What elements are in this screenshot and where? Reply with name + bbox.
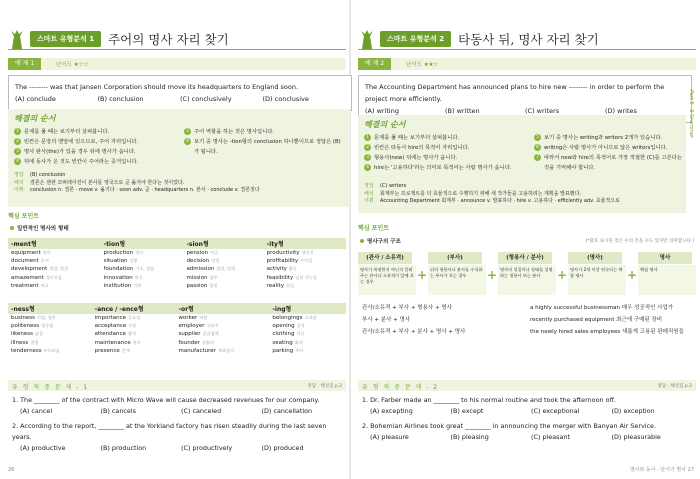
word-english: importance	[94, 315, 127, 322]
section-tag: 스마트 유형분석 2	[380, 31, 451, 47]
strategy-step: 6 writing은 사람 명사가 아니므로 답은 writers입니다.	[534, 143, 667, 153]
table-header: -ing형	[269, 303, 346, 314]
word-korean: 상황	[129, 258, 138, 264]
table-row	[8, 322, 346, 330]
table-cell	[101, 265, 184, 273]
word-english: passion	[186, 282, 208, 289]
point-title: 핵심 포인트	[358, 225, 390, 232]
word-english: worker	[178, 315, 198, 322]
point-title: 핵심 포인트	[8, 213, 40, 220]
table-cell	[175, 322, 269, 330]
table-cell	[101, 274, 184, 282]
word-english: presence	[94, 347, 120, 354]
example-bar	[358, 58, 696, 70]
point-subtitle: 명사구의 구조	[360, 237, 401, 245]
example-bar	[8, 58, 346, 70]
word-english: document	[11, 258, 39, 265]
word-english: equipment	[11, 250, 41, 257]
table-cell	[175, 339, 269, 347]
word-english: development	[11, 266, 48, 273]
option: (D) conclusive	[262, 95, 309, 103]
table-cell	[8, 314, 92, 322]
formula-desc: 명사가 2개 이상 연속되는 복합 명사	[568, 265, 626, 295]
word-korean: 공급업체	[202, 331, 219, 337]
strategy-step: 2 빈칸은 타동사 hire의 목적어 자리입니다.	[364, 143, 469, 153]
strategy-step: 3 형용사(new) 뒤에는 명사가 옵니다.	[364, 153, 457, 163]
answer-value: (B) conclusion	[30, 172, 66, 178]
word-english: supplier	[178, 331, 201, 338]
table-cell	[183, 257, 263, 265]
word-korean: 공석	[296, 323, 305, 329]
word-korean: 열정	[209, 282, 218, 288]
table-cell	[8, 274, 101, 282]
table-cell	[264, 257, 346, 265]
word-korean: 문서	[40, 258, 49, 264]
word-korean: 좌석	[294, 339, 303, 345]
word-korean: 사업, 업무	[36, 315, 56, 321]
word-english: seating	[272, 339, 293, 346]
header-rule	[8, 49, 346, 50]
table-cell	[175, 314, 269, 322]
table-cell	[264, 282, 346, 290]
word-korean: 부드러움	[43, 347, 60, 353]
word-english: mission	[186, 274, 208, 281]
word-korean: 중요성	[128, 315, 141, 321]
word-english: decision	[186, 258, 210, 265]
page-fold	[349, 0, 351, 479]
word-english: production	[103, 250, 134, 257]
section-title: 주어의 명사 자리 찾기	[108, 32, 229, 47]
word-korean: 고용주	[206, 323, 219, 329]
practice-question: 1. The ________ of the contract with Micro Wave will cause decreased revenues for our company. (A) cancel (B) cancels (C) canceled (D) cancellation	[12, 396, 320, 415]
practice-ref: 정답 · 해설집 p.2	[307, 383, 342, 389]
word-korean: 설립자	[201, 339, 215, 345]
plus-icon: +	[417, 268, 428, 282]
word-english: admission	[186, 266, 215, 273]
word-english: belongings	[272, 315, 303, 322]
option: (D) writes	[605, 107, 637, 115]
word-english: pension	[186, 250, 209, 257]
word-english: profitability	[266, 258, 299, 265]
page-number: 26	[8, 467, 15, 473]
vocabulary: Accounting Department 회계부 · announce v. 발표하다 · hire v. 고용하다 · efficiently adv. 효율적으로	[380, 198, 621, 204]
table-cell	[183, 265, 263, 273]
frog-mascot-icon	[358, 28, 376, 50]
word-korean: 활동	[288, 266, 298, 272]
table-cell	[183, 249, 263, 257]
point-note: (*괄호 표시된 것은 수의 것을 수도 있지만 의미합니다.)	[585, 239, 694, 244]
word-english: likeness	[11, 331, 34, 338]
part-label: Part 5 · 6 Grammar	[688, 90, 694, 139]
formula-example-row: 관사/소유격 + 부사 + 분사 + 명사 + 명사 the newly hired sales employees 새롭게 고용된 판매직원들	[362, 329, 684, 335]
table-row	[8, 257, 346, 265]
option: (A) conclude	[15, 95, 56, 103]
word-english: productivity	[266, 250, 300, 257]
formula-desc: 뒤의 형용사나 분사를 수식하는 부사가 오는 경우	[428, 265, 486, 295]
table-cell	[8, 330, 92, 338]
formula-desc: 명사가 특정한지 아닌지 알려주는 관사나 소유격이 앞에 오는 경우	[358, 265, 416, 295]
table-row	[8, 265, 346, 273]
word-english: reality	[266, 282, 285, 289]
word-english: activity	[266, 266, 287, 273]
table-cell	[175, 330, 269, 338]
word-english: politeness	[11, 323, 40, 330]
noun-phrase-formula	[358, 252, 696, 298]
practice-header	[8, 380, 346, 391]
word-korean: 닮음	[35, 331, 44, 337]
word-korean: 혁신	[134, 274, 143, 280]
strategy-step: 4 hire는 '고용하다'라는 의미로 목적어는 사람 명사가 옵니다.	[364, 163, 529, 173]
option: (A) writing	[365, 107, 399, 115]
formula-box: (명사)	[568, 252, 622, 264]
word-korean: 주차	[295, 347, 304, 353]
word-korean: 정중함	[41, 323, 54, 329]
word-english: attendance	[94, 331, 126, 338]
table-row	[8, 274, 346, 282]
header-rule	[358, 49, 696, 50]
table-cell	[269, 330, 346, 338]
plus-icon: +	[487, 268, 498, 282]
right-page	[358, 0, 698, 479]
table-cell	[8, 347, 92, 355]
word-korean: 장비	[42, 250, 51, 256]
table-cell	[264, 274, 346, 282]
word-english: tenderness	[11, 347, 42, 354]
word-english: parking	[272, 347, 294, 354]
table-cell	[269, 322, 346, 330]
word-korean: 수익성	[300, 258, 313, 264]
table-cell	[8, 282, 101, 290]
table-header: -ance / -ence형	[92, 303, 176, 314]
word-korean: 직원	[199, 315, 208, 321]
table-cell	[264, 265, 346, 273]
formula-example-row: 관사/소유격 + 부사 + 형용사 + 명사 a highly successful businessman 매우 성공적인 사업가	[362, 305, 674, 311]
word-korean: 제조업자	[217, 347, 235, 353]
strategy-step: 5 보기 중 명사는 writing과 writers 2개가 있습니다.	[534, 133, 662, 143]
formula-box: (형용사 / 분사)	[498, 252, 552, 264]
table-header: -ness형	[8, 303, 92, 314]
word-korean: 질병	[30, 339, 39, 345]
word-korean: 의류	[296, 331, 305, 337]
table-header: -ment형	[8, 238, 101, 249]
table-cell	[101, 282, 184, 290]
formula-box: (부사)	[428, 252, 482, 264]
table-row	[8, 249, 346, 257]
frog-mascot-icon	[8, 28, 26, 50]
example-badge: 예 제 1	[8, 58, 41, 70]
table-cell	[101, 249, 184, 257]
table-row	[8, 282, 346, 290]
word-korean: 존재	[121, 347, 130, 353]
table-cell	[92, 347, 176, 355]
formula-desc: 핵심 명사	[638, 265, 696, 295]
table-cell	[92, 339, 176, 347]
table-header: -ity형	[264, 238, 346, 249]
table-header: -tion형	[101, 238, 184, 249]
table-cell	[269, 347, 346, 355]
practice-question: 1. Dr. Farber made an ________ to his normal routine and took the afternoon off. (A) excepting (B) except (C) exceptional (D) exception	[362, 396, 655, 415]
word-english: amazement	[11, 274, 44, 281]
word-korean: 실현 가능성	[295, 274, 317, 280]
practice-header	[358, 380, 696, 391]
word-korean: 입장, 입학	[216, 266, 236, 272]
page-number: 명사와 동사 · 단어기 명사 27	[629, 467, 694, 473]
strategy-step: 6 보기 중 명사는 -tion형의 conclusion 하나뿐이므로 정답은 (B)가 됩니다.	[184, 137, 344, 157]
question-text: The Accounting Department has announced plans to hire new -------- in order to perform the project more efficiently.	[365, 83, 665, 103]
practice-title: 유 형 적 중 문 제 - 2	[362, 384, 439, 391]
section-title: 타동사 뒤, 명사 자리 찾기	[458, 32, 599, 47]
word-english: manufacturer	[178, 347, 216, 354]
strategy-title: 해결의 순서	[14, 114, 56, 123]
word-korean: 현실	[286, 282, 295, 288]
translation: 회계부는 프로젝트를 더 효율적으로 수행하기 위해 새 작가들을 고용하려는 계획을 발표했다.	[380, 190, 582, 197]
word-english: business	[11, 315, 35, 322]
plus-icon: +	[627, 268, 638, 282]
strategy-step: 2 빈칸은 문장의 맨앞에 있으므로, 주어 자리입니다.	[14, 137, 138, 147]
word-korean: 기초, 설립	[135, 266, 155, 272]
table-cell	[264, 249, 346, 257]
word-korean: 임무	[209, 274, 218, 280]
word-english: founder	[178, 339, 200, 346]
plus-icon: +	[557, 268, 568, 282]
strategy-step: 1 문제를 풀 때는 보기부터 살펴봅니다.	[14, 127, 109, 137]
formula-desc: 명사의 성질이나 상태를 설명하는 형용사 또는 분사	[498, 265, 556, 295]
word-korean: 치료	[40, 282, 49, 288]
formula-example-row: 부사 + 분사 + 명사 recently purchased equipment 최근에 구매된 장비	[362, 317, 663, 323]
difficulty-rating: 난이도 ★★☆	[406, 62, 439, 68]
table-cell	[8, 249, 101, 257]
strategy-step: 4 뒤에 동사가 온 것도 빈칸이 주어라는 증거입니다.	[14, 157, 138, 167]
table-row	[8, 314, 346, 322]
table-row	[8, 330, 346, 338]
word-english: employer	[178, 323, 205, 330]
table-cell	[92, 330, 176, 338]
word-english: acceptance	[94, 323, 127, 330]
word-english: treatment	[11, 282, 39, 289]
table-cell	[92, 314, 176, 322]
option: (C) writers	[525, 107, 560, 115]
word-korean: 출석	[127, 331, 136, 337]
word-english: situation	[103, 258, 128, 265]
answer-block: 정답 (B) conclusion 해석 결론은 젠센 코퍼레이션이 본사를 영국으로 곧 옮겨야 한다는 것이었다. 어휘 conclusion n. 결론 · move v. 옮기다 · soon adv. 곧 · headquarters n. 본사 · conclude v. 결론짓다	[14, 172, 260, 193]
option: (C) conclusively	[180, 95, 232, 103]
table-cell	[269, 339, 346, 347]
strategy-step: 3 명사 판사(the)가 있을 경우 뒤에 명사가 옵니다.	[14, 147, 136, 157]
word-english: institution	[103, 282, 132, 289]
table-cell	[92, 322, 176, 330]
table-cell	[269, 314, 346, 322]
section-tag: 스마트 유형분석 1	[30, 31, 101, 47]
point-subtitle: 일반적인 명사의 형태	[10, 224, 69, 232]
table-cell	[8, 257, 101, 265]
word-english: foundation	[103, 266, 134, 273]
difficulty-rating: 난이도 ★☆☆	[56, 62, 89, 68]
word-korean: 결정	[211, 258, 220, 264]
table-header: -or형	[175, 303, 269, 314]
practice-title: 유 형 적 중 문 제 - 1	[12, 384, 89, 391]
part-sidebar	[688, 90, 698, 170]
word-english: feasibility	[266, 274, 294, 281]
strategy-title: 해결의 순서	[364, 120, 406, 129]
formula-box: 명사	[638, 252, 692, 264]
option: (B) written	[445, 107, 480, 115]
left-page	[8, 0, 348, 479]
table-cell	[8, 339, 92, 347]
example-question-box	[8, 75, 352, 111]
answer-options	[15, 93, 345, 105]
practice-question: 2. According to the report, ________ at the Yorkland factory has risen steadily during the last seven years. (A) productive (B) production (C) productively (D) produced	[12, 422, 327, 452]
table-cell	[183, 274, 263, 282]
table-cell	[175, 347, 269, 355]
table-header: -sion형	[183, 238, 263, 249]
table-cell	[8, 265, 101, 273]
question-text: The -------- was that Jansen Corporation should move its headquarters to England soon.	[15, 83, 299, 91]
word-english: maintenance	[94, 339, 131, 346]
word-korean: 수용	[128, 323, 137, 329]
word-english: innovation	[103, 274, 133, 281]
example-badge: 예 제 2	[358, 58, 391, 70]
table-cell	[183, 282, 263, 290]
word-korean: 경이로움	[45, 274, 62, 280]
word-english: clothing	[272, 331, 295, 338]
word-korean: 생산성	[301, 250, 314, 256]
practice-ref: 정답 · 해설집 p.2	[657, 383, 692, 389]
word-korean: 기관	[133, 282, 142, 288]
option: (B) conclusion	[97, 95, 144, 103]
section-header	[358, 28, 599, 50]
translation: 결론은 젠센 코퍼레이션이 본사를 영국으로 곧 옮겨야 한다는 것이었다.	[30, 179, 185, 186]
noun-suffix-table	[8, 303, 346, 355]
practice-question: 2. Bohemian Airlines took great ________ in announcing the merger with Banyan Air Service. (A) pleasure (B) pleasing (C) pleasant (D) pleasurable	[362, 422, 661, 441]
answer-block: 정답 (C) writers 해석 회계부는 프로젝트를 더 효율적으로 수행하기 위해 새 작가들을 고용하려는 계획을 발표했다. 어휘 Accounting Department 회계부 · announce v. 발표하다 · hire v. 고용하다 · efficiently adv. 효율적으로	[364, 183, 621, 204]
strategy-step: 7 따라서 new와 hire의 목적어로 가장 적절한 (C)를 고른다는 것을 기억해야 합니다.	[534, 153, 684, 173]
vocabulary: conclusion n. 결론 · move v. 옮기다 · soon adv. 곧 · headquarters n. 본사 · conclude v. 결론짓다	[30, 187, 260, 193]
table-row	[8, 339, 346, 347]
word-korean: 소지품	[304, 315, 317, 321]
strategy-step: 5 주어 역할을 하는 것은 명사입니다.	[184, 127, 274, 137]
noun-suffix-table	[8, 238, 346, 290]
word-korean: 유지	[132, 339, 141, 345]
word-korean: 생산	[135, 250, 144, 256]
word-english: illness	[11, 339, 29, 346]
strategy-step: 1 문제를 풀 때는 보기부터 살펴봅니다.	[364, 133, 459, 143]
word-korean: 개발, 발전	[49, 266, 69, 272]
formula-box: (관사 / 소유격)	[358, 252, 412, 264]
word-korean: 연금	[210, 250, 219, 256]
word-english: opening	[272, 323, 295, 330]
table-cell	[8, 322, 92, 330]
table-cell	[101, 257, 184, 265]
answer-value: (C) writers	[380, 183, 407, 189]
table-row	[8, 347, 346, 355]
section-header	[8, 28, 229, 50]
